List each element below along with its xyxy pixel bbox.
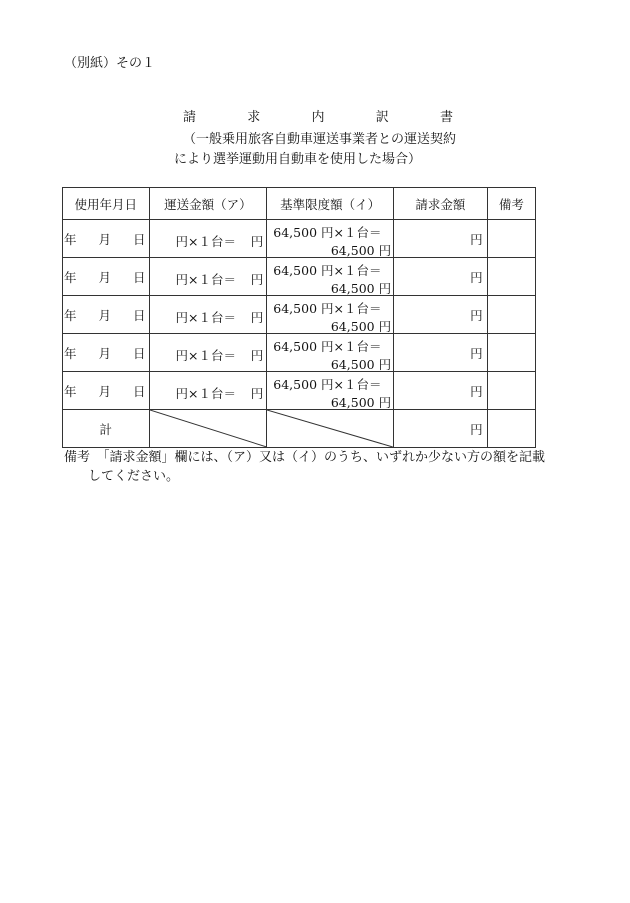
request-amount-cell[interactable]: 円 (394, 296, 488, 334)
diagonal-line (150, 410, 267, 447)
request-amount-cell[interactable]: 円 (394, 334, 488, 372)
remark-line-1: 備考 「請求金額」欄には、（ア）又は（イ）のうち、いずれか少ない方の額を記載 (64, 450, 546, 465)
date-cell[interactable] (63, 372, 150, 410)
header-note: 備考 (487, 188, 535, 220)
document-title (183, 106, 453, 125)
transport-amount-cell[interactable] (149, 220, 267, 258)
table-row (63, 258, 536, 296)
year-label: 年 (64, 231, 77, 247)
total-row (63, 410, 536, 448)
month-label: 月 (98, 231, 112, 247)
year-label: 年 (64, 269, 77, 285)
day-label: 日 (133, 383, 146, 399)
header-row (63, 188, 536, 220)
request-breakdown-table (62, 187, 536, 448)
limit-result: 64,500 円 (330, 243, 392, 258)
limit-expression: 64,500 円×１台＝ (273, 339, 382, 354)
total-note-cell[interactable] (487, 410, 535, 448)
month-label: 月 (98, 269, 112, 285)
date-cell[interactable] (63, 220, 150, 258)
year-label: 年 (64, 383, 77, 399)
title-char: 求 (247, 110, 261, 125)
title-char: 請 (183, 110, 197, 125)
diagonal-line (267, 410, 393, 447)
subtitle-line-1: （一般乗用旅客自動車運送事業者との運送契約 (183, 132, 457, 147)
limit-amount-cell (267, 334, 394, 372)
table-row (63, 334, 536, 372)
header-limit-amount: 基準限度額（イ） (267, 188, 394, 220)
yen-unit: 円 (250, 310, 264, 325)
limit-result: 64,500 円 (330, 357, 392, 372)
request-amount-cell[interactable]: 円 (394, 220, 488, 258)
header-request-amount: 請求金額 (394, 188, 488, 220)
yen-unit: 円 (250, 386, 264, 401)
limit-result: 64,500 円 (330, 281, 392, 296)
day-label: 日 (133, 307, 146, 323)
note-cell[interactable] (487, 334, 535, 372)
limit-expression: 64,500 円×１台＝ (273, 377, 382, 392)
transport-amount-cell[interactable] (149, 258, 267, 296)
day-label: 日 (133, 231, 146, 247)
limit-expression: 64,500 円×１台＝ (273, 263, 382, 278)
header-transport-amount: 運送金額（ア） (149, 188, 267, 220)
total-transport-crossed-cell (149, 410, 267, 448)
transport-expression: 円×１台＝ (175, 386, 237, 401)
date-cell[interactable] (63, 258, 150, 296)
day-label: 日 (133, 345, 146, 361)
yen-unit: 円 (250, 348, 264, 363)
day-label: 日 (133, 269, 146, 285)
transport-expression: 円×１台＝ (175, 234, 237, 249)
request-amount-cell[interactable]: 円 (394, 372, 488, 410)
header-date: 使用年月日 (63, 188, 150, 220)
limit-result: 64,500 円 (330, 395, 392, 410)
note-cell[interactable] (487, 296, 535, 334)
total-request-amount-cell[interactable]: 円 (394, 410, 488, 448)
note-cell[interactable] (487, 372, 535, 410)
note-cell[interactable] (487, 220, 535, 258)
year-label: 年 (64, 307, 77, 323)
limit-amount-cell (267, 220, 394, 258)
date-cell[interactable] (63, 296, 150, 334)
year-label: 年 (64, 345, 77, 361)
transport-amount-cell[interactable] (149, 296, 267, 334)
remark-line-2: してください。 (88, 469, 180, 484)
remark-note (64, 448, 564, 486)
limit-expression: 64,500 円×１台＝ (273, 301, 382, 316)
transport-expression: 円×１台＝ (175, 348, 237, 363)
transport-expression: 円×１台＝ (175, 310, 237, 325)
table-row (63, 372, 536, 410)
month-label: 月 (98, 383, 112, 399)
note-cell[interactable] (487, 258, 535, 296)
total-label: 計 (63, 410, 150, 448)
annex-label: （別紙）その１ (64, 56, 156, 71)
limit-amount-cell (267, 296, 394, 334)
transport-amount-cell[interactable] (149, 372, 267, 410)
date-cell[interactable] (63, 334, 150, 372)
yen-unit: 円 (250, 272, 264, 287)
total-limit-crossed-cell (267, 410, 394, 448)
limit-expression: 64,500 円×１台＝ (273, 225, 382, 240)
transport-expression: 円×１台＝ (175, 272, 237, 287)
transport-amount-cell[interactable] (149, 334, 267, 372)
limit-amount-cell (267, 258, 394, 296)
title-char: 内 (311, 110, 325, 125)
yen-unit: 円 (250, 234, 264, 249)
title-char: 訳 (375, 110, 389, 125)
table-row (63, 296, 536, 334)
month-label: 月 (98, 307, 112, 323)
table-row (63, 220, 536, 258)
limit-amount-cell (267, 372, 394, 410)
request-amount-cell[interactable]: 円 (394, 258, 488, 296)
title-char: 書 (439, 110, 453, 125)
subtitle-line-2: により選挙運動用自動車を使用した場合） (174, 152, 422, 167)
limit-result: 64,500 円 (330, 319, 392, 334)
month-label: 月 (98, 345, 112, 361)
